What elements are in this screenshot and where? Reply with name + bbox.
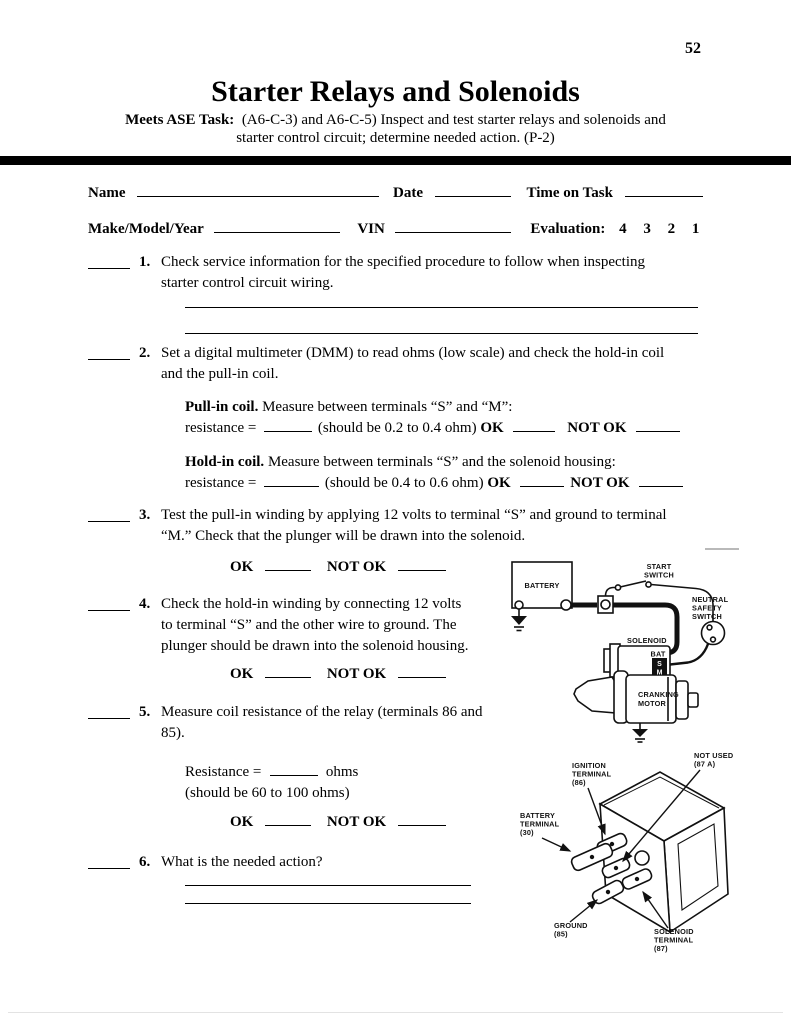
task-4-number: 4. <box>139 596 151 612</box>
solenoid-terminal-label-3: (87) <box>654 944 668 953</box>
task-1-line1: Check service information for the specified procedure to follow when inspecting <box>161 254 646 270</box>
task-5-grade-blank[interactable] <box>88 702 130 719</box>
pull-in-coil-desc: Measure between terminals “S” and “M”: <box>258 399 513 415</box>
make-model-year-label: Make/Model/Year <box>88 221 204 237</box>
task-5-ok-label: OK <box>230 814 254 830</box>
battery-terminal-label-2: TERMINAL <box>520 819 560 829</box>
hold-in-ok-label: OK <box>487 475 511 491</box>
task-4-ok-row <box>230 664 458 685</box>
pull-in-coil-heading <box>185 397 512 418</box>
task-3-grade-blank[interactable] <box>88 505 130 522</box>
task-2-grade-blank[interactable] <box>88 343 130 360</box>
ground-label-1: GROUND <box>554 921 588 930</box>
task-2-line1: Set a digital multimeter (DMM) to read ohms (low scale) and check the hold-in coil <box>161 345 665 361</box>
relay-resistance-unit: ohms <box>325 764 359 780</box>
task-4-text <box>161 594 521 657</box>
task-item-1 <box>88 252 686 294</box>
battery-terminal-label-1: BATTERY <box>520 811 556 820</box>
task-5-not-ok-blank[interactable] <box>398 812 446 826</box>
task-3-line2: “M.” Check that the plunger will be drawn into the solenoid. <box>161 528 526 544</box>
relay-terminal-diagram <box>500 742 791 992</box>
task-5-line2: 85). <box>161 725 185 741</box>
make-model-year-field-blank[interactable] <box>214 219 340 233</box>
task-2-text <box>161 343 686 385</box>
ase-task-line2: starter control circuit; determine needed action. (P-2) <box>236 130 555 146</box>
ground-label-2: (85) <box>554 929 568 939</box>
date-field-blank[interactable] <box>435 183 511 197</box>
not-used-label-1: NOT USED <box>694 751 734 760</box>
pull-in-resistance-label: resistance = <box>185 420 257 436</box>
nss-label-1: NEUTRAL <box>692 595 729 604</box>
start-switch-label-1: START <box>646 562 672 571</box>
nss-label-3: SWITCH <box>692 612 722 621</box>
task-6-answer-line-1[interactable] <box>185 872 471 886</box>
relay-resistance-blank[interactable] <box>270 762 318 776</box>
task-1-number: 1. <box>139 254 151 270</box>
hold-in-resistance-blank[interactable] <box>264 473 319 487</box>
task-1-answer-line-2[interactable] <box>185 320 698 334</box>
pull-in-not-ok-blank[interactable] <box>636 418 680 432</box>
task-4-not-ok-blank[interactable] <box>398 664 446 678</box>
pull-in-range: (should be 0.2 to 0.4 ohm) <box>317 420 481 436</box>
task-item-6 <box>88 852 521 873</box>
ase-task-text: (A6-C-3) and A6-C-5) Inspect and test starter relays and solenoids and <box>241 112 666 128</box>
pull-in-ok-blank[interactable] <box>513 418 555 432</box>
ase-task-line1 <box>0 111 791 129</box>
task-item-5 <box>88 702 521 744</box>
task-4-ok-label: OK <box>230 666 254 682</box>
vin-field-blank[interactable] <box>395 219 511 233</box>
solenoid-terminal-label-2: TERMINAL <box>654 935 694 945</box>
ground-arrow <box>570 900 597 922</box>
name-field-blank[interactable] <box>137 183 379 197</box>
identity-row <box>88 183 703 204</box>
task-1-grade-blank[interactable] <box>88 252 130 269</box>
not-used-label-2: (87 A) <box>694 759 716 769</box>
task-3-text <box>161 505 706 547</box>
task-5-text <box>161 702 521 744</box>
cranking-motor-body <box>574 671 698 723</box>
task-1-answer-line-1[interactable] <box>185 294 698 308</box>
task-2-line2: and the pull-in coil. <box>161 366 279 382</box>
task-6-answer-line-2[interactable] <box>185 890 471 904</box>
task-6-line1: What is the needed action? <box>161 854 323 870</box>
relay-resistance-range: (should be 60 to 100 ohms) <box>185 785 350 801</box>
evaluation-label: Evaluation: <box>530 221 606 237</box>
name-label: Name <box>88 185 126 201</box>
task-3-ok-blank[interactable] <box>265 557 311 571</box>
task-3-ok-row <box>230 557 458 578</box>
pull-in-ok-label: OK <box>480 420 504 436</box>
task-item-4 <box>88 594 521 657</box>
hold-in-resistance-label: resistance = <box>185 475 257 491</box>
task-5-line1: Measure coil resistance of the relay (terminals 86 and <box>161 704 483 720</box>
m-terminal-label: M <box>656 669 663 677</box>
hold-in-not-ok-blank[interactable] <box>639 473 683 487</box>
vehicle-row <box>88 219 699 240</box>
evaluation-scale: 4 3 2 1 <box>619 221 700 237</box>
battery-ground-icon <box>511 609 527 631</box>
page-number: 52 <box>685 40 701 57</box>
hold-in-coil-desc: Measure between terminals “S” and the solenoid housing: <box>264 454 616 470</box>
pull-in-coil-label: Pull-in coil. <box>185 399 259 415</box>
start-switch-symbol <box>606 581 652 596</box>
task-3-not-ok-blank[interactable] <box>398 557 446 571</box>
time-on-task-field-blank[interactable] <box>625 183 703 197</box>
cranking-motor-label-1: CRANKING <box>638 690 679 699</box>
ignition-terminal-label-1: IGNITION <box>572 761 607 770</box>
relay-resistance-label: Resistance = <box>185 764 262 780</box>
cranking-motor-label-2: MOTOR <box>638 699 667 708</box>
task-1-text <box>161 252 686 294</box>
relay-resistance-row <box>185 762 358 783</box>
task-5-not-ok-label: NOT OK <box>326 814 387 830</box>
date-label: Date <box>393 185 423 201</box>
time-on-task-label: Time on Task <box>526 185 613 201</box>
battery-terminal-label-3: (30) <box>520 828 534 837</box>
task-3-ok-label: OK <box>230 559 254 575</box>
pull-in-coil-measure-row <box>185 418 680 439</box>
task-item-3 <box>88 505 706 547</box>
battery-label: BATTERY <box>524 581 560 590</box>
neutral-safety-switch-symbol <box>702 622 725 645</box>
ignition-terminal-label-2: TERMINAL <box>572 769 612 779</box>
task-5-ok-row <box>230 812 458 833</box>
hold-in-coil-heading <box>185 452 616 473</box>
task-5-ok-blank[interactable] <box>265 812 311 826</box>
battery-arrow <box>542 838 570 851</box>
vin-label: VIN <box>357 221 385 237</box>
ase-task-label: Meets ASE Task: <box>125 112 235 128</box>
task-1-line2: starter control circuit wiring. <box>161 275 334 291</box>
page-bottom-rule <box>8 1012 783 1013</box>
ignition-terminal-label-3: (86) <box>572 778 586 787</box>
solenoid-label: SOLENOID <box>627 636 667 645</box>
pull-in-not-ok-label: NOT OK <box>567 420 627 436</box>
hold-in-range: (should be 0.4 to 0.6 ohm) <box>324 475 488 491</box>
task-6-number: 6. <box>139 854 151 870</box>
task-4-not-ok-label: NOT OK <box>326 666 387 682</box>
starter-circuit-diagram <box>500 543 791 743</box>
hold-in-coil-measure-row <box>185 473 683 494</box>
hold-in-coil-label: Hold-in coil. <box>185 454 265 470</box>
header-divider-bar <box>0 156 791 165</box>
task-4-line1: Check the hold-in winding by connecting 12 volts <box>161 596 462 612</box>
task-3-not-ok-label: NOT OK <box>326 559 387 575</box>
hold-in-not-ok-label: NOT OK <box>570 475 630 491</box>
bat-terminal-label: BAT <box>650 649 666 659</box>
page-title: Starter Relays and Solenoids <box>211 75 580 108</box>
task-item-2 <box>88 343 686 385</box>
task-2-number: 2. <box>139 345 151 361</box>
task-4-line2: to terminal “S” and the other wire to ground. The <box>161 617 457 633</box>
task-3-number: 3. <box>139 507 151 523</box>
task-4-grade-blank[interactable] <box>88 594 130 611</box>
task-5-number: 5. <box>139 704 151 720</box>
task-6-grade-blank[interactable] <box>88 852 130 869</box>
motor-ground-icon <box>632 723 648 742</box>
hold-in-ok-blank[interactable] <box>520 473 564 487</box>
start-switch-label-2: SWITCH <box>644 570 674 580</box>
pull-in-resistance-blank[interactable] <box>264 418 312 432</box>
relay-cube <box>600 772 728 932</box>
task-3-line1: Test the pull-in winding by applying 12 volts to terminal “S” and ground to terminal <box>161 507 667 523</box>
s-terminal-label: S <box>657 661 662 668</box>
task-6-text <box>161 852 521 873</box>
task-4-line3: plunger should be drawn into the solenoid housing. <box>161 638 469 654</box>
nss-label-2: SAFETY <box>692 603 722 613</box>
task-4-ok-blank[interactable] <box>265 664 311 678</box>
solenoid-terminal-label-1: SOLENOID <box>654 927 694 936</box>
